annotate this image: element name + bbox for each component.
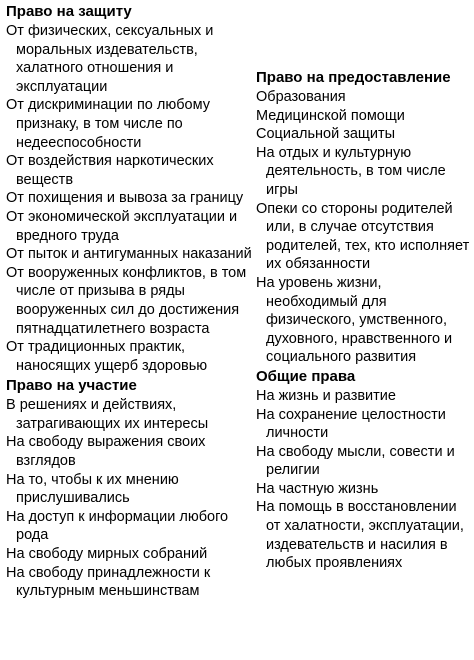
- list-item: Опеки со стороны родителей или, в случае отсутствия родителей, тех, кто исполняет их обязанности: [256, 200, 470, 273]
- list-item: На частную жизнь: [256, 480, 379, 497]
- rights-list: [6, 22, 254, 375]
- section-heading: Общие права: [256, 367, 356, 385]
- list-item: На свободу выражения своих взглядов: [6, 434, 206, 470]
- list-item: Социальной защиты: [256, 126, 396, 143]
- list-item: На свободу принадлежности к культурным меньшинствам: [6, 564, 211, 600]
- rights-list: [256, 387, 474, 573]
- list-item: На помощь в восстановлении от халатности, эксплуатации, издевательств и насилия в любых проявлениях: [256, 499, 464, 572]
- list-item: На доступ к информации любого рода: [6, 508, 229, 544]
- section-heading: Право на предоставление: [256, 69, 451, 86]
- list-item: От похищения и вывоза за границу: [6, 190, 244, 207]
- list-item: От вооруженных конфликтов, в том числе от призыва в ряды вооруженных сил до достижения пятнадцатилетнего возраста: [6, 264, 247, 337]
- list-item: От воздействия наркотических веществ: [6, 153, 214, 188]
- left-column: [6, 2, 254, 601]
- rights-list: [6, 396, 254, 601]
- list-item: От пыток и антигуманных наказаний: [6, 246, 252, 263]
- section-protection: [6, 2, 254, 375]
- list-item: На свободу мирных собраний: [6, 546, 208, 563]
- list-item: От физических, сексуальных и моральных издевательств, халатного отношения и эксплуатации: [6, 23, 214, 95]
- list-item: На жизнь и развитие: [256, 387, 396, 404]
- list-item: В решениях и действиях, затрагивающих их интересы: [6, 397, 209, 432]
- list-item: На свободу мысли, совести и религии: [256, 443, 455, 479]
- list-item: На уровень жизни, необходимый для физического, умственного, духовного, нравственного и социального развития: [256, 274, 453, 366]
- section-heading: Право на участие: [6, 377, 137, 395]
- list-item: Образования: [256, 89, 346, 105]
- section-heading: Право на защиту: [6, 3, 132, 20]
- list-item: На сохранение целостности личности: [256, 406, 446, 442]
- section-general: [256, 367, 474, 573]
- rights-list: [256, 88, 474, 367]
- section-participation: [6, 376, 254, 601]
- list-item: От экономической эксплуатации и вредного труда: [6, 208, 238, 244]
- list-item: На то, чтобы к их мнению прислушивались: [6, 471, 179, 507]
- section-provision: [256, 68, 474, 367]
- list-item: От традиционных практик, наносящих ущерб здоровью: [6, 339, 208, 374]
- list-item: На отдых и культурную деятельность, в том числе игры: [256, 144, 446, 198]
- list-item: Медицинской помощи: [256, 107, 405, 124]
- list-item: От дискриминации по любому признаку, в том числе по недееспособности: [6, 97, 210, 151]
- right-column: [256, 68, 474, 573]
